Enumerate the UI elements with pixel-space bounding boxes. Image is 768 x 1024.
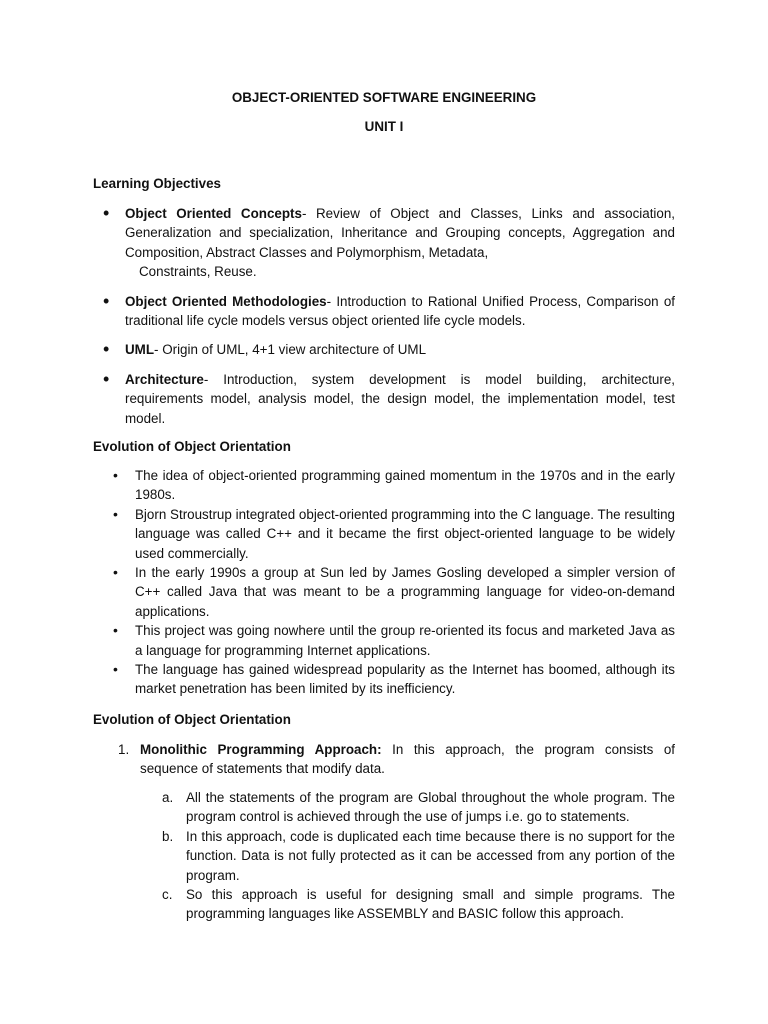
item-text: In the early 1990s a group at Sun led by James Gosling developed a simpler version of C++ called Java that was meant to be a programming language for video-on-demand applications. (135, 565, 675, 619)
item-text: The language has gained widespread popularity as the Internet has boomed, although its market penetration has been limited by its inefficiency. (135, 662, 675, 697)
item-term: Monolithic Programming Approach: (140, 742, 382, 757)
item-letter: c. (162, 887, 173, 903)
list-item (103, 290, 675, 331)
bullet-icon: • (113, 622, 118, 639)
sub-list (162, 788, 675, 924)
bullet-icon: • (103, 368, 110, 389)
document-title: OBJECT-ORIENTED SOFTWARE ENGINEERING (231, 90, 537, 105)
evolution-heading: Evolution of Object Orientation (93, 439, 291, 454)
bullet-icon: • (113, 661, 118, 678)
bullet-icon: • (103, 290, 110, 311)
list-item (113, 563, 675, 621)
item-text: - Origin of UML, 4+1 view architecture of UML (154, 342, 427, 358)
sub-list-item (162, 827, 675, 885)
item-text: - Introduction to Rational Unified Process, Comparison of traditional life cycle models versus object oriented life cycle models. (125, 293, 675, 329)
learning-objectives-heading: Learning Objectives (93, 176, 221, 191)
evolution-list (113, 466, 675, 699)
bullet-icon: • (103, 203, 110, 223)
item-text: - Introduction, system development is model building, architecture, requirements model, analysis model, the design model, the implementation model, test model. (125, 371, 675, 426)
item-text: In this approach, code is duplicated each time because there is no support for the function. Data is not fully protected as it can be accessed from any portion of the program. (186, 828, 675, 883)
list-item (103, 203, 676, 282)
bullet-icon: • (103, 339, 110, 360)
item-text: In this approach, the program consists of sequence of statements that modify data. (140, 742, 676, 777)
list-item (113, 505, 675, 563)
item-term: UML (125, 342, 155, 358)
sub-list-item (162, 885, 675, 924)
list-item (113, 466, 675, 505)
item-number: 1. (118, 742, 130, 757)
item-letter: b. (162, 828, 174, 844)
item-term: Object Oriented Concepts (125, 206, 302, 221)
numbered-item (118, 740, 676, 779)
item-text: So this approach is useful for designing small and simple programs. The programming languages like ASSEMBLY and BASIC follow this approach. (186, 887, 675, 922)
item-text: This project was going nowhere until the group re-oriented its focus and marketed Java as a language for programming Internet applications. (135, 623, 675, 658)
sub-list-item (162, 788, 675, 827)
list-item (103, 339, 675, 360)
item-term: Architecture (125, 371, 204, 387)
list-item (113, 621, 675, 660)
item-text: Bjorn Stroustrup integrated object-oriented programming into the C language. The resulting language was called C++ and it became the first object-oriented language to be widely used commercially. (135, 506, 675, 561)
item-text: The idea of object-oriented programming gained momentum in the 1970s and in the early 1980s. (135, 468, 675, 503)
evolution-heading-2: Evolution of Object Orientation (93, 712, 291, 727)
bullet-icon: • (113, 505, 118, 522)
bullet-icon: • (113, 467, 118, 483)
item-letter: a. (162, 790, 174, 805)
item-term: Object Oriented Methodologies (125, 293, 327, 309)
item-text: - Review of Object and Classes, Links and association, Generalization and specialization, Inheritance and Grouping concepts, Aggregation and Composition, Abstract Classes and Polymorphism, Metadata, (125, 206, 676, 260)
unit-heading: UNIT I (364, 119, 404, 134)
list-item (113, 660, 675, 699)
item-continuation: Constraints, Reuse. (139, 264, 257, 280)
list-item (103, 368, 675, 428)
item-text: All the statements of the program are Global throughout the whole program. The program control is achieved through the use of jumps i.e. go to statements. (186, 790, 675, 825)
learning-objectives-list (103, 203, 676, 438)
bullet-icon: • (113, 564, 118, 581)
